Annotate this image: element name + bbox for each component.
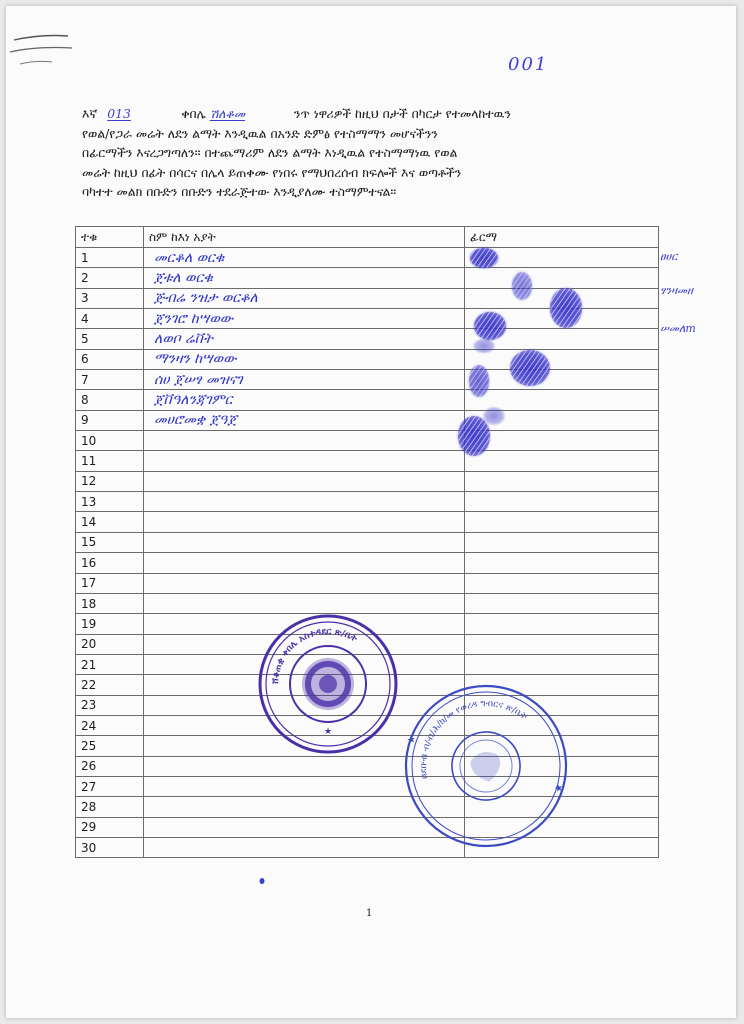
- row-signature: [465, 553, 659, 573]
- row-name: መርቆለ ወርቁ: [144, 248, 465, 268]
- row-number: 23: [76, 695, 144, 715]
- row-number: 29: [76, 817, 144, 837]
- row-name: [144, 675, 465, 695]
- corner-pen-marks: [6, 22, 76, 82]
- table-row: [76, 654, 659, 674]
- row-name: ጅብሬ ንዝታ ወርቆለ: [144, 288, 465, 308]
- row-number: 15: [76, 532, 144, 552]
- table-row: [76, 553, 659, 573]
- table-row: [76, 837, 659, 857]
- row-signature: [465, 492, 659, 512]
- row-name: [144, 695, 465, 715]
- row-number: 18: [76, 593, 144, 613]
- row-number: 11: [76, 451, 144, 471]
- row-signature: [465, 675, 659, 695]
- document-number: 001: [508, 54, 549, 75]
- row-number: 5: [76, 329, 144, 349]
- table-row: [76, 573, 659, 593]
- row-name: [144, 756, 465, 776]
- row-name: [144, 715, 465, 735]
- statement-kebele-word: ቀበሌ: [181, 106, 206, 121]
- row-number: 6: [76, 349, 144, 369]
- row-name: ጀንገሮ ከሣወው: [144, 309, 465, 329]
- table-row: [76, 268, 659, 288]
- table-row: [76, 349, 659, 369]
- table-row: [76, 410, 659, 430]
- margin-note-3: ሠመለm: [660, 322, 696, 335]
- table-row: [76, 634, 659, 654]
- statement-line-5: ባካተተ መልክ በቡድን በቡድን ተደራጅተው እንዲያለሙ ተስማምተናል፡፡: [82, 184, 397, 200]
- statement-line-4: መሬት ከዚህ በፊት በሳርና በሌላ ይጠቀሙ የነበሩ የማህበረሰብ ክፍሎች እና ወጣቶችን: [82, 164, 462, 180]
- table-row: [76, 817, 659, 837]
- row-signature: [465, 756, 659, 776]
- row-number: 19: [76, 614, 144, 634]
- row-name: [144, 512, 465, 532]
- row-signature: [465, 573, 659, 593]
- row-signature: [465, 349, 659, 369]
- signature-table: [75, 226, 659, 858]
- row-number: 20: [76, 634, 144, 654]
- table-row: [76, 471, 659, 491]
- row-number: 16: [76, 553, 144, 573]
- margin-note-1: ፀሀር: [660, 250, 678, 263]
- table-row: [76, 329, 659, 349]
- table-row: [76, 593, 659, 613]
- row-number: 9: [76, 410, 144, 430]
- row-signature: [465, 329, 659, 349]
- row-name: [144, 492, 465, 512]
- table-row: [76, 695, 659, 715]
- row-number: 24: [76, 715, 144, 735]
- row-signature: [465, 776, 659, 796]
- table-row: [76, 248, 659, 268]
- statement-line-1-end: ንጥ ነዋሪዎች ከዚህ በታች በካርታ የተመላከተዉን: [293, 106, 511, 121]
- table-row: [76, 756, 659, 776]
- row-name: [144, 471, 465, 491]
- row-name: [144, 776, 465, 796]
- row-name: ሰሀ ጀሠፃ መዝናገ: [144, 370, 465, 390]
- svg-text:★: ★: [406, 734, 418, 747]
- statement-line-2: የወል/የጋራ መሬት ለደን ልማት እንዲዉል በአንድ ድምፅ የተስማማን መሆናችንን: [82, 125, 438, 141]
- row-number: 2: [76, 268, 144, 288]
- row-name: መሀሮመቋ ጀዓጀ: [144, 410, 465, 430]
- table-row: [76, 675, 659, 695]
- row-name: [144, 837, 465, 857]
- row-number: 12: [76, 471, 144, 491]
- statement-line-1: [82, 104, 662, 124]
- row-signature: [465, 715, 659, 735]
- table-row: [76, 288, 659, 308]
- stamp-1-text: ሸቆጠቋ ቀበሌ አስተዳደር ጽ/ቤት: [270, 626, 359, 685]
- row-name: [144, 451, 465, 471]
- row-number: 4: [76, 309, 144, 329]
- row-number: 8: [76, 390, 144, 410]
- table-row: [76, 532, 659, 552]
- row-number: 3: [76, 288, 144, 308]
- row-name: [144, 654, 465, 674]
- row-signature: [465, 532, 659, 552]
- row-name: [144, 634, 465, 654]
- row-number: 14: [76, 512, 144, 532]
- row-number: 1: [76, 248, 144, 268]
- row-name: ለወቦ ሬቨት: [144, 329, 465, 349]
- statement-we: እኛ: [82, 106, 98, 121]
- header-name: ስም ከእነ አያት: [144, 227, 465, 248]
- row-signature: [465, 410, 659, 430]
- row-name: [144, 431, 465, 451]
- statement-line-3: በፊርማችን እናረጋግጣለን፡፡ በተጨማሪም ለደን ልማት እነዲዉል የተስማማነዉ የወል: [82, 145, 458, 161]
- row-number: 13: [76, 492, 144, 512]
- row-signature: [465, 593, 659, 613]
- page-number: 1: [366, 908, 373, 919]
- row-number: 22: [76, 675, 144, 695]
- kebele-name-field: ሽለቆመ: [209, 106, 246, 121]
- table-row: [76, 736, 659, 756]
- row-signature: [465, 268, 659, 288]
- row-number: 27: [76, 776, 144, 796]
- table-row: [76, 797, 659, 817]
- table-row: [76, 370, 659, 390]
- row-number: 28: [76, 797, 144, 817]
- row-signature: [465, 736, 659, 756]
- header-signature: ፊርማ: [465, 227, 659, 248]
- table-row: [76, 390, 659, 410]
- table-header-row: [76, 227, 659, 248]
- table-row: [76, 776, 659, 796]
- row-signature: [465, 695, 659, 715]
- table-body: [76, 248, 659, 858]
- table-row: [76, 715, 659, 735]
- agreement-statement: [82, 104, 662, 202]
- row-signature: [465, 512, 659, 532]
- row-signature: [465, 431, 659, 451]
- row-name: [144, 736, 465, 756]
- row-name: ጀቨዓለንጃገምር: [144, 390, 465, 410]
- row-name: [144, 573, 465, 593]
- row-number: 30: [76, 837, 144, 857]
- row-number: 17: [76, 573, 144, 593]
- row-signature: [465, 370, 659, 390]
- row-signature: [465, 837, 659, 857]
- row-name: [144, 532, 465, 552]
- row-signature: [465, 797, 659, 817]
- row-signature: [465, 471, 659, 491]
- svg-text:★: ★: [553, 782, 565, 796]
- table-row: [76, 512, 659, 532]
- row-signature: [465, 817, 659, 837]
- row-number: 25: [76, 736, 144, 756]
- kebele-number-field: 013: [107, 106, 131, 121]
- row-name: [144, 614, 465, 634]
- row-name: ማንዛን ከሣወው: [144, 349, 465, 369]
- row-signature: [465, 451, 659, 471]
- row-signature: [465, 634, 659, 654]
- row-name: [144, 817, 465, 837]
- table-row: [76, 492, 659, 512]
- row-name: [144, 797, 465, 817]
- row-number: 10: [76, 431, 144, 451]
- table-row: [76, 451, 659, 471]
- table-row: [76, 614, 659, 634]
- table-row: [76, 431, 659, 451]
- row-number: 21: [76, 654, 144, 674]
- row-name: [144, 593, 465, 613]
- row-signature: [465, 654, 659, 674]
- row-signature: [465, 288, 659, 308]
- header-number: ተቁ: [76, 227, 144, 248]
- row-signature: [465, 309, 659, 329]
- row-signature: [465, 614, 659, 634]
- margin-note-2: ፃንዛመዘ: [660, 284, 694, 297]
- row-number: 26: [76, 756, 144, 776]
- row-name: ጀቱለ ወርቁ: [144, 268, 465, 288]
- row-name: [144, 553, 465, 573]
- row-signature: [465, 390, 659, 410]
- stamp-2-text: በደቡብ ብ/ብ/ሕ/ክ/መ የወረዳ ግብርና ጽ/ቤት: [418, 698, 529, 780]
- table-row: [76, 309, 659, 329]
- svg-text:★: ★: [324, 727, 333, 737]
- row-number: 7: [76, 370, 144, 390]
- row-signature: [465, 248, 659, 268]
